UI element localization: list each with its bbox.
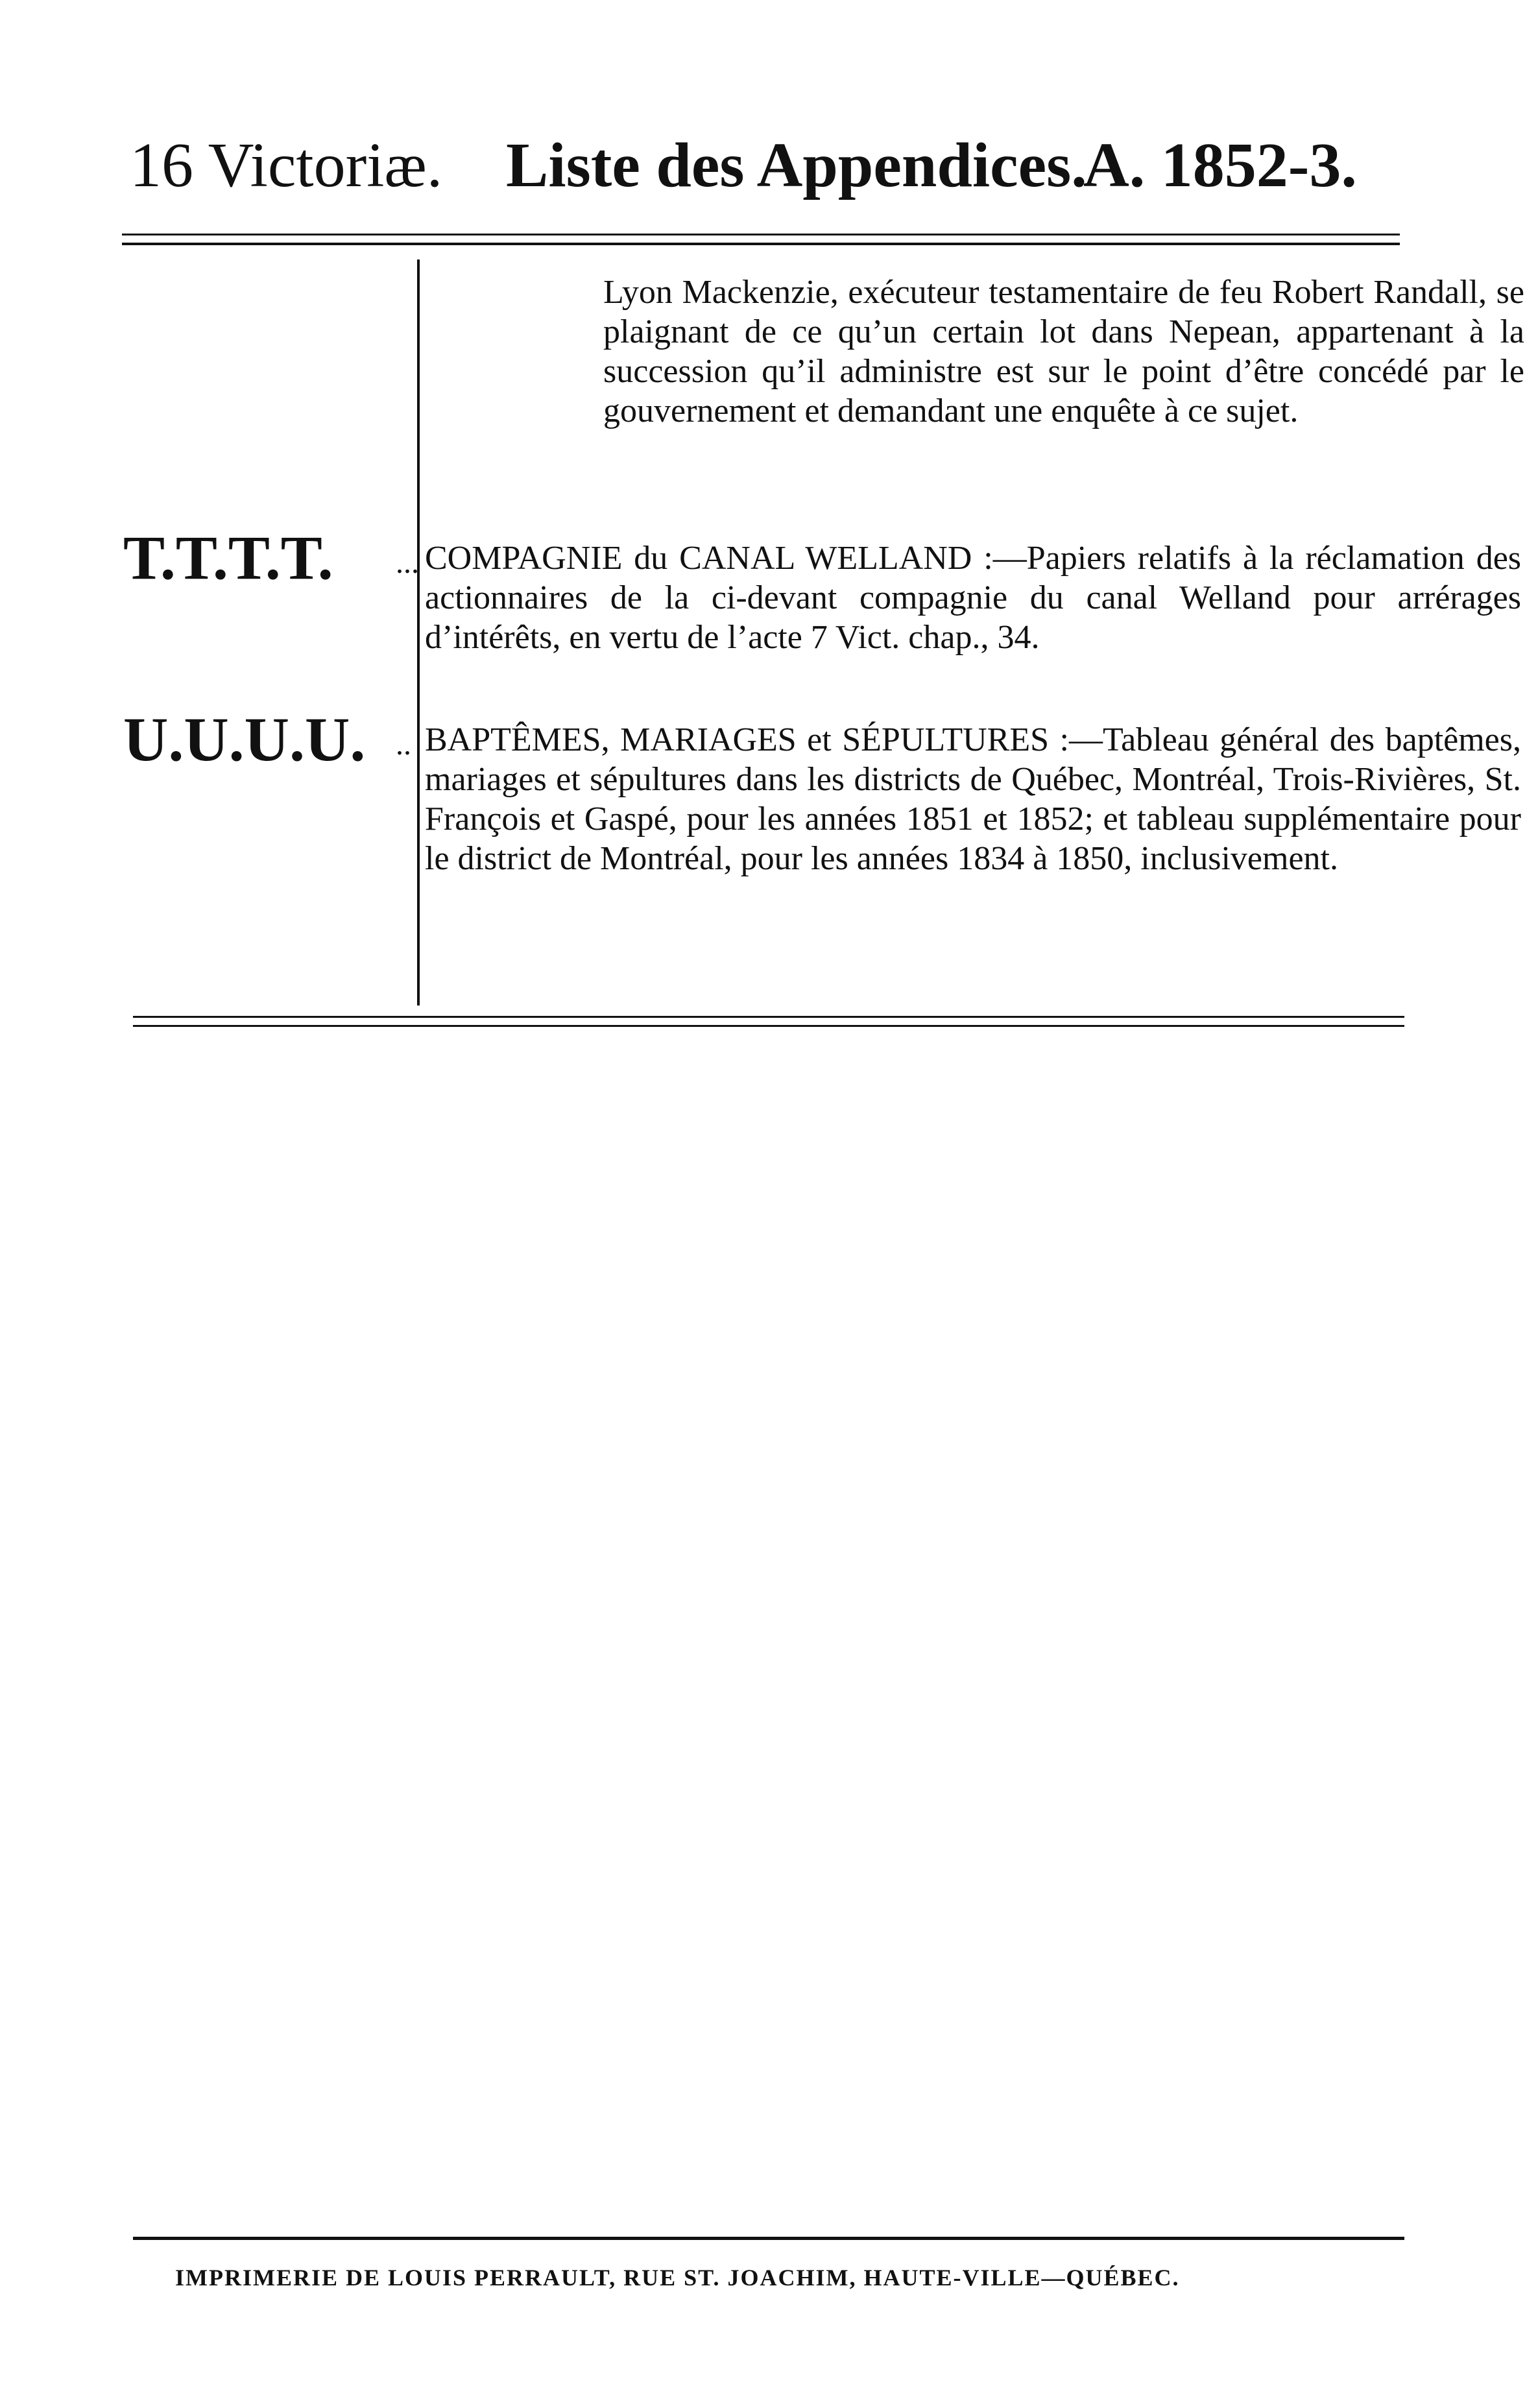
entry-subject: BAPTÊMES, MARIAGES et SÉPULTURES	[425, 721, 1050, 758]
list-rule-top	[133, 1016, 1404, 1018]
session-label: 16 Victoriæ.	[130, 130, 443, 200]
column-divider	[417, 259, 420, 1005]
entry-key: T.T.T.T.	[123, 523, 333, 592]
page-title: Liste des Appendices.	[506, 130, 1087, 200]
entry-subject: COMPAGNIE du CANAL WELLAND	[425, 540, 972, 577]
leader-dots: ..	[396, 727, 411, 762]
printer-imprint: IMPRIMERIE DE LOUIS PERRAULT, RUE ST. JOACHIM, HAUTE-VILLE—QUÉBEC.	[175, 2265, 1180, 2291]
header-rule-bottom	[122, 243, 1400, 245]
entry-text: :—Papiers relatifs à la réclamation des actionnaires de la ci-devant compagnie du canal Welland pour arrérages d’intérêts, en vertu de l’acte 7 Vict. chap., 34.	[425, 540, 1522, 656]
running-header	[130, 117, 1401, 214]
entry-description	[425, 720, 1521, 878]
year-label: A. 1852-3.	[1083, 130, 1357, 200]
entry-key: U.U.U.U.	[123, 704, 366, 774]
list-rule-bottom	[133, 1025, 1404, 1027]
entry-text: :—Tableau général des baptêmes, mariages et sépultures dans les districts de Québec, Montréal, Trois-Rivières, St. François et Gaspé, pour les années 1851 et 1852; et tableau supplémentaire pour le district de Montréal, pour les années 1834 à 1850, inclusivement.	[425, 721, 1521, 877]
header-rule-top	[122, 234, 1400, 235]
continued-entry-text: Lyon Mackenzie, exécuteur testamentaire de feu Robert Randall, se plaignant de ce qu’un certain lot dans Nepean, appartenant à la succession qu’il administre est sur le point d’être concédé par le gouvernement et demandant une enquête à ce sujet.	[603, 274, 1524, 429]
leader-dots: ...	[396, 546, 419, 580]
entry-description	[425, 538, 1521, 657]
footer-rule	[133, 2237, 1404, 2240]
